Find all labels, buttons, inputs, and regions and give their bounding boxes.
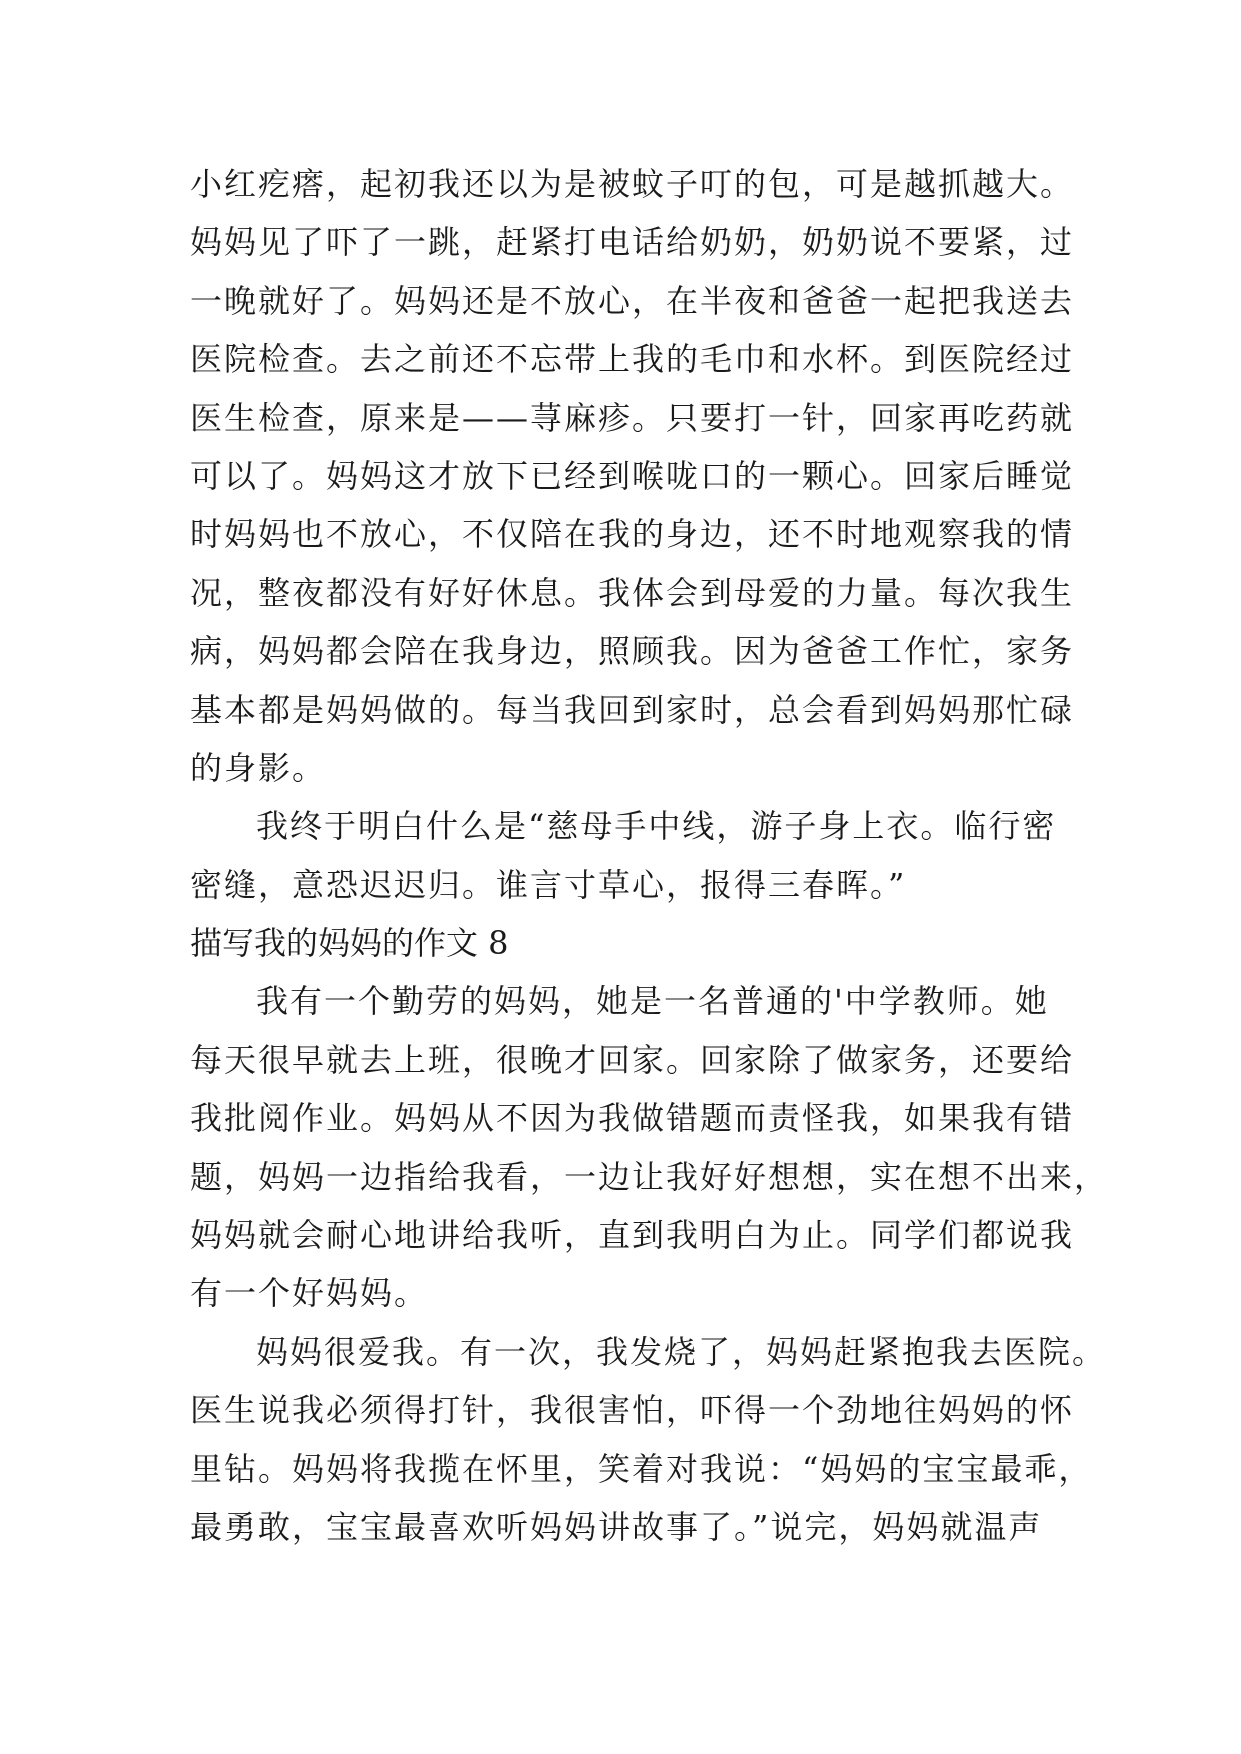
text-line: 一晚就好了。妈妈还是不放心，在半夜和爸爸一起把我送去 <box>190 281 1075 320</box>
text-line: 小红疙瘩，起初我还以为是被蚊子叮的包，可是越抓越大。 <box>190 165 1075 203</box>
text-line: 病，妈妈都会陪在我身边，照顾我。因为爸爸工作忙，家务 <box>190 632 1075 671</box>
text-line: 的身影。 <box>190 748 327 787</box>
text-line: 可以了。妈妈这才放下已经到喉咙口的一颗心。回家后睡觉 <box>190 456 1075 495</box>
text-line: 我批阅作业。妈妈从不因为我做错题而责怪我，如果我有错 <box>190 1099 1075 1138</box>
text-line: 里钻。妈妈将我揽在怀里，笑着对我说：“妈妈的宝宝最乖， <box>190 1449 1093 1488</box>
text-line: 况，整夜都没有好好休息。我体会到母爱的力量。每次我生 <box>190 573 1075 612</box>
paragraph-first-line: 我有一个勤劳的妈妈，她是一名普通的'中学教师。她 <box>256 982 1049 1021</box>
paragraph-first-line: 我终于明白什么是“慈母手中线，游子身上衣。临行密 <box>256 807 1057 846</box>
text-line: 题，妈妈一边指给我看，一边让我好好想想，实在想不出来， <box>190 1157 1109 1196</box>
text-line: 最勇敢，宝宝最喜欢听妈妈讲故事了。”说完，妈妈就温声 <box>190 1507 1043 1546</box>
text-line: 妈妈就会耐心地讲给我听，直到我明白为止。同学们都说我 <box>190 1216 1075 1255</box>
text-line: 时妈妈也不放心，不仅陪在我的身边，还不时地观察我的情 <box>190 515 1075 554</box>
section-heading: 描写我的妈妈的作文 8 <box>190 924 509 963</box>
text-line: 妈妈见了吓了一跳，赶紧打电话给奶奶，奶奶说不要紧，过 <box>190 223 1075 262</box>
text-line: 医生说我必须得打针，我很害怕，吓得一个劲地往妈妈的怀 <box>190 1391 1075 1430</box>
text-line: 每天很早就去上班，很晚才回家。回家除了做家务，还要给 <box>190 1040 1075 1079</box>
document-body <box>190 155 1109 1556</box>
text-line: 医生检查，原来是——荨麻疹。只要打一针，回家再吃药就 <box>190 398 1075 437</box>
text-line: 医院检查。去之前还不忘带上我的毛巾和水杯。到医院经过 <box>190 340 1075 379</box>
text-line: 基本都是妈妈做的。每当我回到家时，总会看到妈妈那忙碌 <box>190 690 1075 729</box>
text-line: 密缝，意恐迟迟归。谁言寸草心，报得三春晖。” <box>190 865 907 904</box>
paragraph-first-line: 妈妈很爱我。有一次，我发烧了，妈妈赶紧抱我去医院。 <box>256 1332 1107 1371</box>
text-line: 有一个好妈妈。 <box>190 1274 429 1313</box>
